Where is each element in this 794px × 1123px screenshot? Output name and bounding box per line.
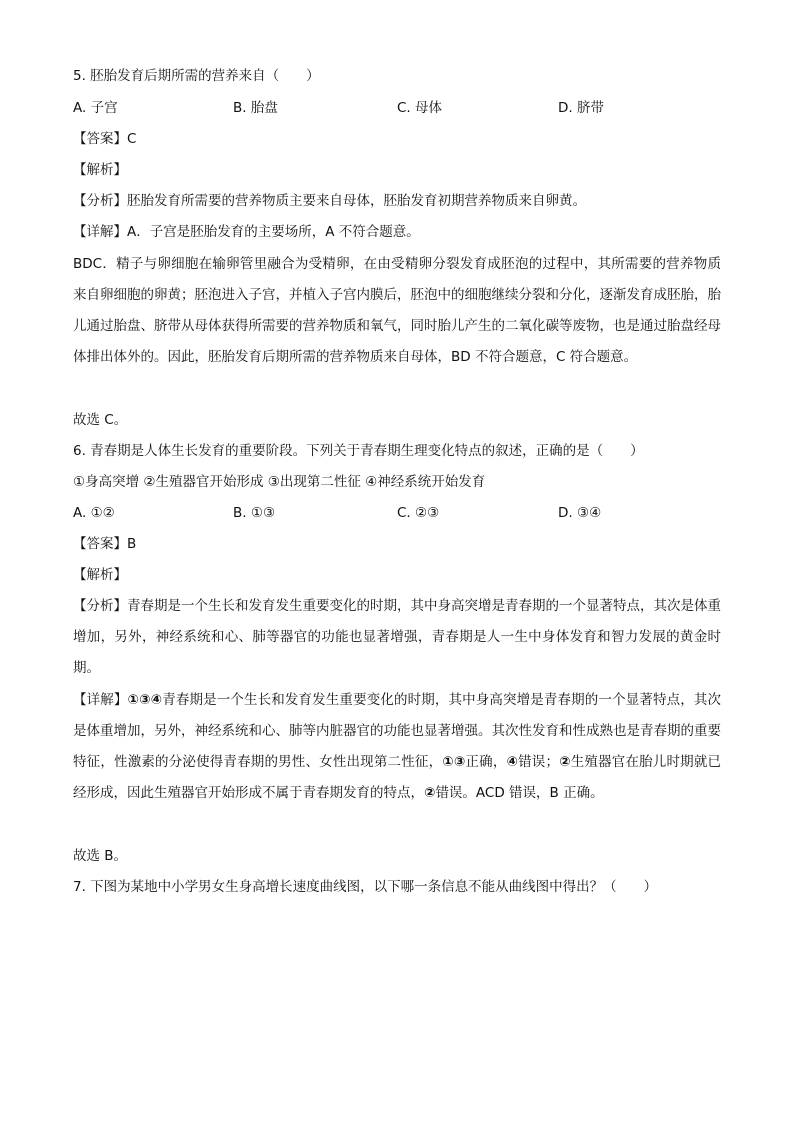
xiangjie-text-c: 生殖器官在胎儿时期就已经形成，因此生殖器官开始形成不属于青春期发育的特点， <box>73 754 722 801</box>
fenxi-tag: 【分析】 <box>73 193 127 209</box>
question-6-option-d: D. ③④ <box>558 505 602 521</box>
xiangjie-text-b1: 正确， <box>465 754 507 770</box>
xiangjie-bold-items: ①③④ <box>127 692 163 708</box>
question-5-xiangjie <box>73 222 420 242</box>
answer-value: C <box>127 131 137 147</box>
fenxi-text: 胚胎发育所需要的营养物质主要来自母体，胚胎发育初期营养物质来自卵黄。 <box>127 193 586 209</box>
question-5-option-b: B. 胎盘 <box>233 100 278 116</box>
question-6-option-b: B. ①③ <box>233 505 276 521</box>
xiangjie-text-a: 青春期是一个生长和发育发生重要变化的时期，其中身高突增是青春期的一个显著特点，其次是体重增加，另外，神经系统和心、肺等内脏器官的功能也显著增强。其次性发育和性成熟也是青春期的重要特征，性激素的分泌使得青春期的男性、女性出现第二性征， <box>73 692 721 770</box>
question-5-option-d: D. 脐带 <box>558 100 604 116</box>
xiangjie-bold-4: ② <box>424 785 436 801</box>
xiangjie-tag: 【详解】 <box>73 224 127 240</box>
question-5-choose: 故选 C。 <box>73 412 128 428</box>
xiangjie-text-d: 错误。ACD 错误，B 正确。 <box>435 785 604 801</box>
answer-value: B <box>127 536 137 552</box>
question-5-option-c: C. 母体 <box>397 100 443 116</box>
question-5-analysis-heading: 【解析】 <box>73 162 127 178</box>
question-6-option-c: C. ②③ <box>397 505 440 521</box>
question-5-fenxi <box>73 191 586 211</box>
question-5-answer <box>73 129 136 149</box>
question-6-items: ①身高突增 ②生殖器官开始形成 ③出现第二性征 ④神经系统开始发育 <box>73 474 486 490</box>
question-5-option-a: A. 子宫 <box>73 100 118 116</box>
xiangjie-text-b2: 错误； <box>518 754 559 770</box>
answer-tag: 【答案】 <box>73 536 127 552</box>
answer-tag: 【答案】 <box>73 131 127 147</box>
fenxi-text: 青春期是一个生长和发育发生重要变化的时期，其中身高突增是青春期的一个显著特点，其次是体重增加，另外，神经系统和心、肺等器官的功能也显著增强，青春期是人一生中身体发育和智力发展的黄金时期。 <box>73 598 721 676</box>
question-6-xiangjie <box>73 685 721 809</box>
xiangjie-bold-1: ①③ <box>442 754 466 770</box>
question-6-option-a: A. ①② <box>73 505 115 521</box>
question-7-stem: 7. 下图为某地中小学男女生身高增长速度曲线图，以下哪一条信息不能从曲线图中得出？（ ） <box>73 879 658 895</box>
xiangjie-text: A．子宫是胚胎发育的主要场所，A 不符合题意。 <box>127 224 420 240</box>
fenxi-tag: 【分析】 <box>73 598 127 614</box>
question-6-answer <box>73 534 136 554</box>
question-6-stem: 6. 青春期是人体生长发育的重要阶段。下列关于青春期生理变化特点的叙述，正确的是（ ） <box>73 443 644 459</box>
xiangjie-tag: 【详解】 <box>73 692 128 708</box>
xiangjie-bold-2: ④ <box>506 754 519 770</box>
question-5-stem: 5. 胚胎发育后期所需的营养来自（ ） <box>73 68 320 84</box>
question-6-analysis-heading: 【解析】 <box>73 567 127 583</box>
question-5-explanation-paragraph: BDC．精子与卵细胞在输卵管里融合为受精卵，在由受精卵分裂发育成胚泡的过程中，其所需要的营养物质来自卵细胞的卵黄；胚泡进入子宫，并植入子宫内膜后，胚泡中的细胞继续分裂和分化，逐渐发育成胚胎，胎儿通过胎盘、脐带从母体获得所需要的营养物质和氧气，同时胎儿产生的二氧化碳等废物，也是通过胎盘经母体排出体外的。因此，胚胎发育后期所需的营养物质来自母体，BD 不符合题意，C 符合题意。 <box>73 256 721 365</box>
question-6-fenxi <box>73 591 721 684</box>
xiangjie-bold-3: ② <box>558 754 571 770</box>
question-6-choose: 故选 B。 <box>73 848 128 864</box>
